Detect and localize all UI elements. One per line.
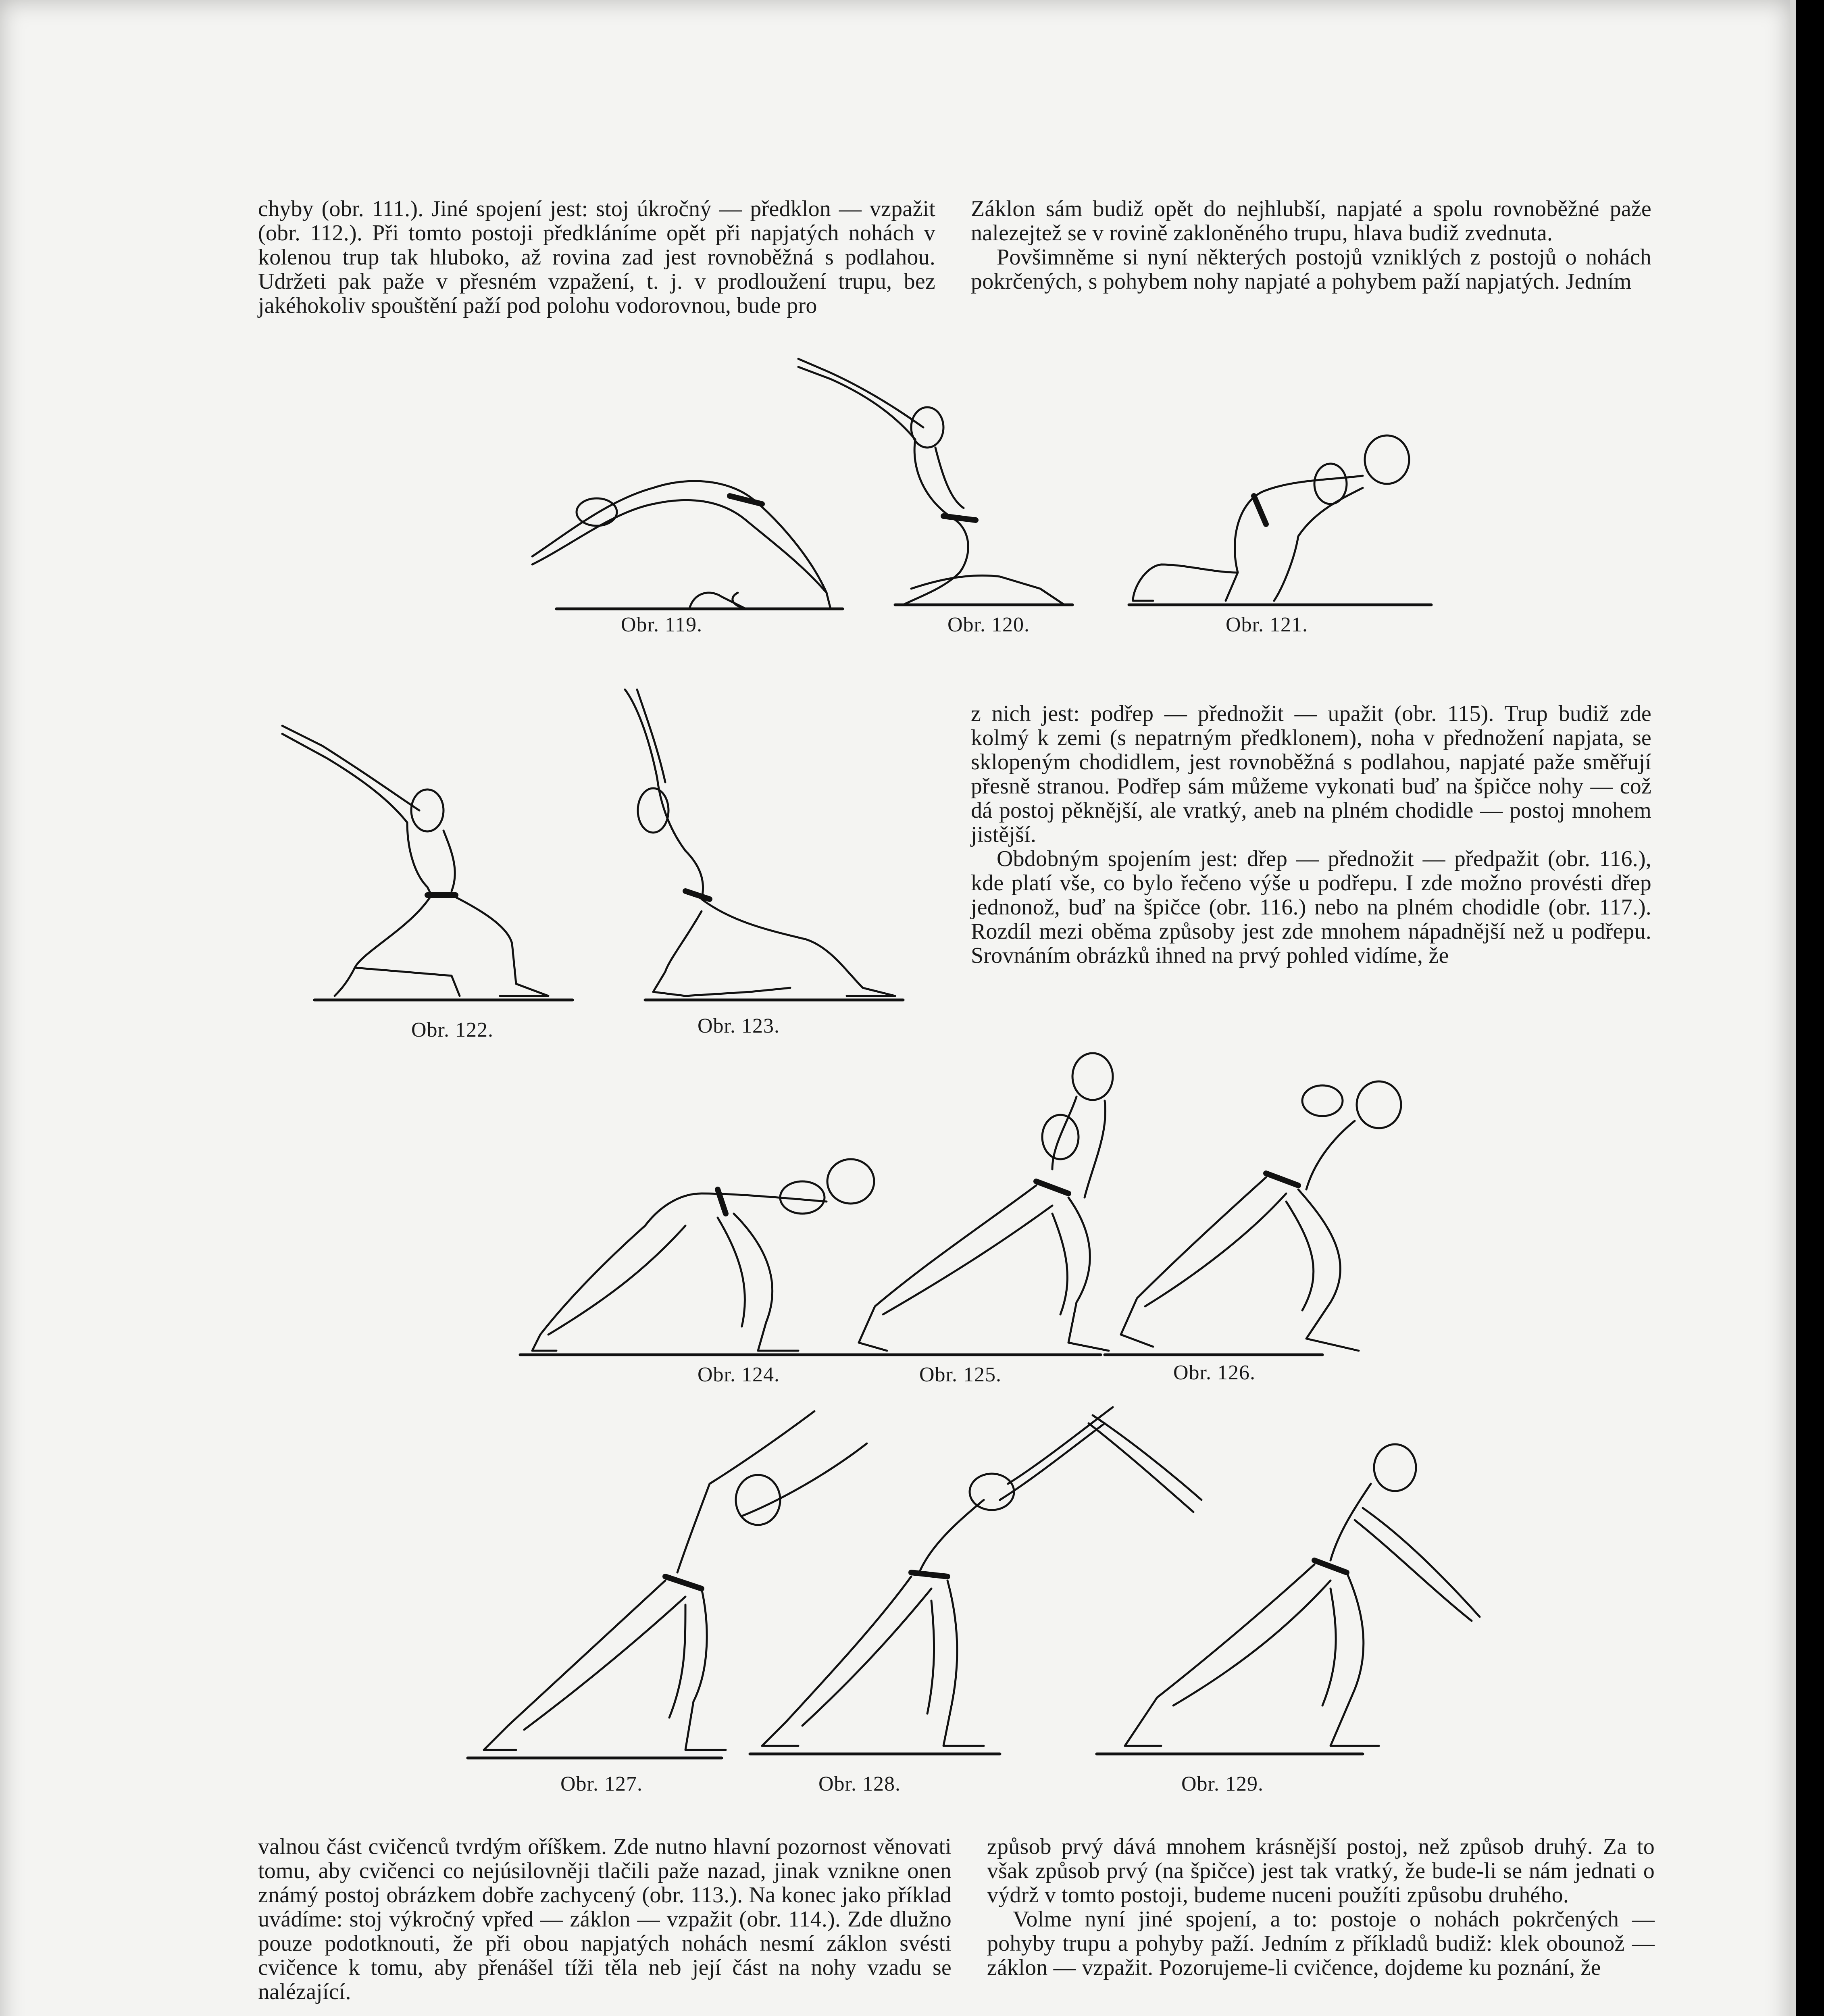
figure-129-lunge-arms-spread	[1081, 1407, 1492, 1762]
paragraph: chyby (obr. 111.). Jiné spojení jest: stoj úkročný — předklon — vzpažit (obr. 112.). Při tomto postoji předkláníme opět při napjatých nohách v kolenou trup tak hluboko, až rovina zad jest rovnoběžná s podlahou. Udržeti pak paže v přesném vzpažení, t. j. v prodloužení trupu, bez jakéhokoliv spouštění paží pod polohu vodorovnou, bude pro	[258, 196, 935, 318]
text-middle-right	[971, 702, 1651, 968]
caption-123: Obr. 123.	[698, 1014, 780, 1037]
paragraph: způsob prvý dává mnohem krásnější postoj, než způsob druhý. Za to však způsob prvý (na špičce) jest tak vratký, že bude-li se nám jednati o výdrž v tomto postoji, budeme nuceni použíti způsobu druhého.	[987, 1834, 1655, 1908]
paragraph: Volme nyní jiné spojení, a to: postoje o nohách pokrčených — pohyby trupu a pohyby paží. Jedním z příkladů budiž: klek obounož — záklon — vzpažit. Pozorujeme-li cvičence, dojdeme ku poznání, že	[987, 1907, 1655, 1980]
caption-128: Obr. 128.	[818, 1772, 901, 1795]
figure-121-all-fours	[1121, 419, 1443, 613]
caption-129: Obr. 129.	[1181, 1772, 1264, 1795]
figure-123-kneel-reach-up	[605, 681, 911, 1008]
text-bottom-right	[987, 1835, 1655, 1980]
figure-128-lunge-arms-up-lean	[734, 1399, 1129, 1762]
caption-120: Obr. 120.	[947, 613, 1030, 636]
figure-126-lunge-lean-back	[1097, 1073, 1427, 1363]
text-bottom-left	[258, 1835, 952, 2004]
paragraph: Povšimněme si nyní některých postojů vzniklých z postojů o nohách pokrčených, s pohybem nohy napjaté a pohybem paží napjatých. Jedním	[971, 245, 1651, 294]
text-top-left	[258, 197, 935, 318]
paragraph: z nich jest: podřep — přednožit — upažit (obr. 115). Trup budiž zde kolmý k zemi (s nepatrným předklonem), noha v přednožení napjata, se sklopeným chodidlem, jest rovnoběžná s podlahou, napjaté paže směřují přesně stranou. Podřep sám můžeme vykonati buď na špičce nohy — což dá postoj pěknější, ale vratký, aneb na plném chodidle — postoj mnohem jistější.	[971, 701, 1651, 847]
paragraph: Obdobným spojením jest: dřep — přednožit — předpažit (obr. 116.), kde platí vše, co bylo řečeno výše u podřepu. I zde možno provésti dřep jednonož, buď na špičce (obr. 116.) nebo na plném chodidle (obr. 117.). Rozdíl mezi oběma způsoby jest zde mnohem nápadnější než u podřepu. Srovnáním obrázků ihned na prvý pohled vidíme, že	[971, 846, 1651, 968]
figure-120-kneeling-arms-up	[790, 347, 1081, 613]
figure-125-lunge-upright	[827, 1052, 1141, 1363]
caption-119: Obr. 119.	[621, 613, 703, 636]
caption-122: Obr. 122.	[411, 1018, 493, 1041]
text-top-right	[971, 197, 1651, 294]
caption-125: Obr. 125.	[919, 1363, 1002, 1386]
caption-127: Obr. 127.	[560, 1772, 643, 1795]
caption-121: Obr. 121.	[1226, 613, 1308, 636]
figure-122-lunge-kneel-arms-up	[274, 718, 581, 1008]
caption-124: Obr. 124.	[698, 1363, 780, 1386]
caption-126: Obr. 126.	[1173, 1361, 1256, 1384]
paragraph: valnou část cvičenců tvrdým oříškem. Zde nutno hlavní pozornost věnovati tomu, aby cvičenci co nejúsilovněji tlačili paže nazad, jinak vznikne onen známý postoj obrázkem dobře zachycený (obr. 113.). Na konec jako příklad uvádíme: stoj výkročný vpřed — záklon — vzpažit (obr. 114.). Zde dlužno pouze podotknouti, že při obou napjatých nohách nesmí záklon svésti cvičence k tomu, aby přenášel tíži těla neb její část na nohy vzadu se nalézající.	[258, 1834, 952, 2004]
paragraph: Záklon sám budiž opět do nejhlubší, napjaté a spolu rovnoběžné paže nalezejtež se v rovině zakloněného trupu, hlava budiž zvednuta.	[971, 196, 1651, 246]
